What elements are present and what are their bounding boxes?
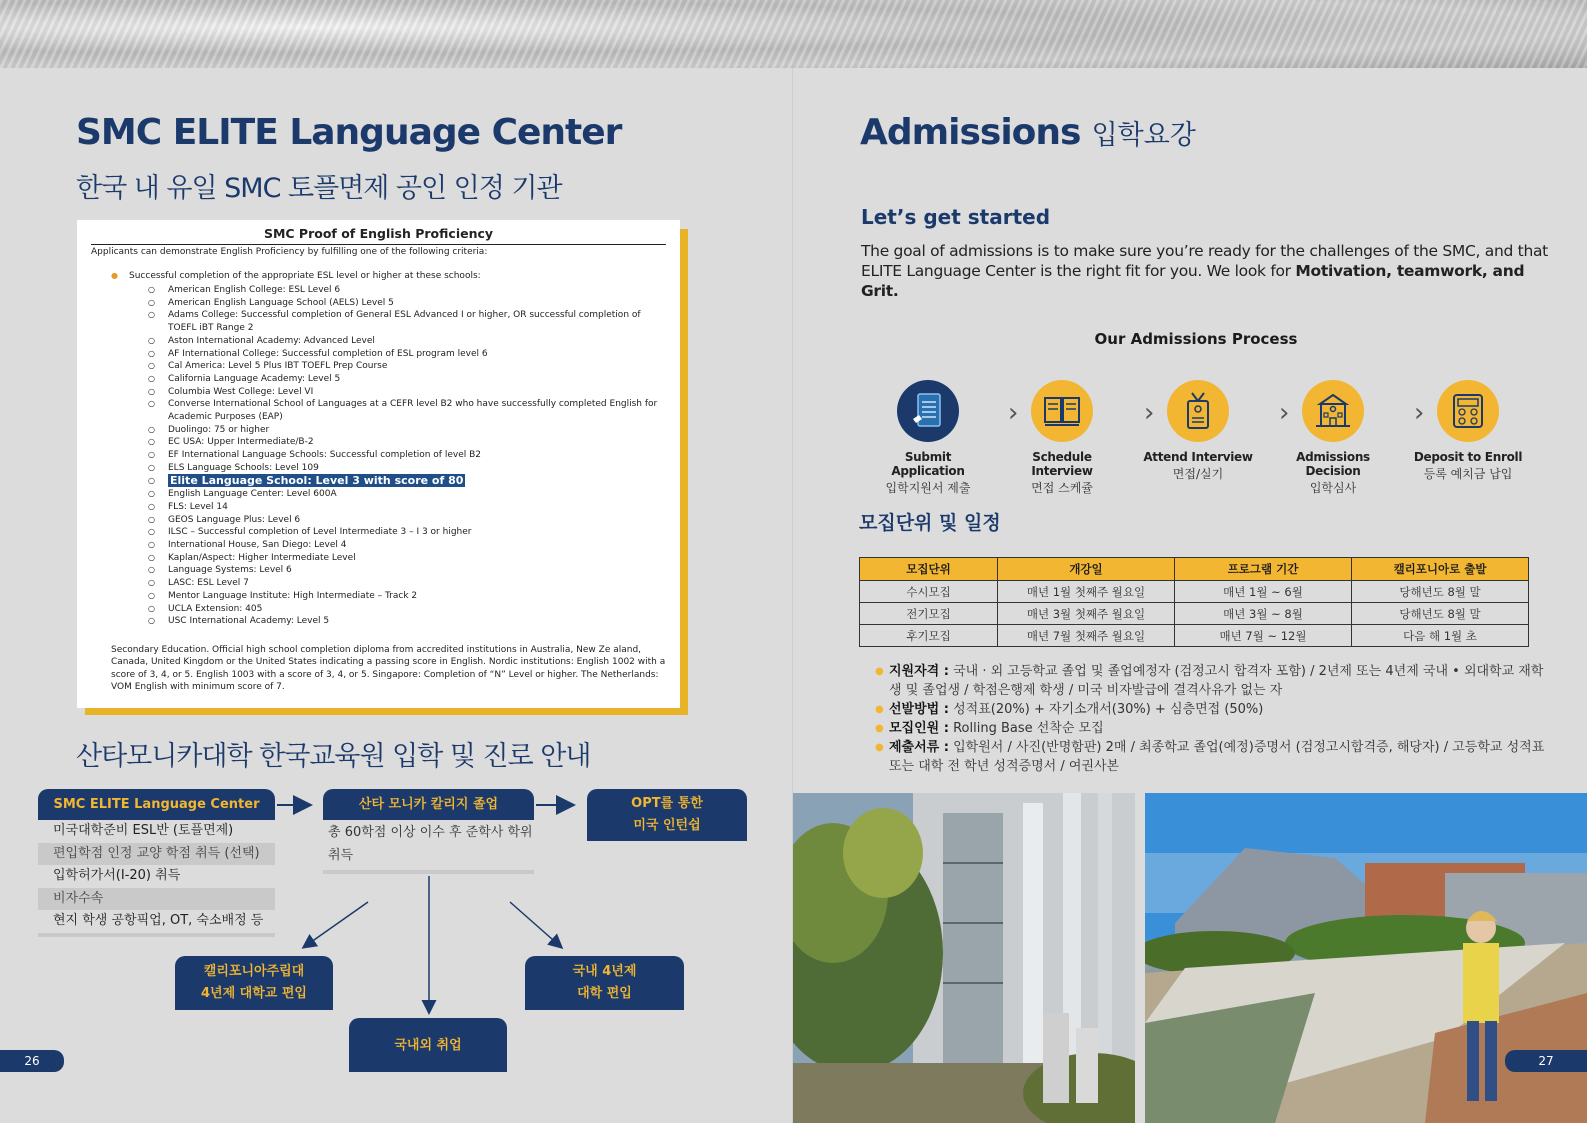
list-item: 현지 학생 공항픽업, OT, 숙소배정 등 <box>53 913 264 929</box>
arrow-to-uc <box>304 902 368 947</box>
uc-line-2: 4년제 대학교 편입 <box>200 986 307 1001</box>
list-item: ○ Language Systems: Level 6 <box>148 564 666 577</box>
list-item: ○ Aston International Academy: Advanced Level <box>148 335 666 348</box>
campus-courtyard-photo <box>1145 793 1587 1123</box>
requirements-list <box>875 662 1555 776</box>
list-item: ● 지원자격 : 국내 · 외 고등학교 졸업 및 졸업예정자 (검정고시 합격자 포함) / 2년제 또는 4년제 국내 • 외대학교 재학생 및 졸업생 / 학점은행제 학생 / 미국 비자발급에 결격사유가 없는 자 <box>875 662 1555 700</box>
step-label-en: Submit Application <box>891 450 965 478</box>
chevron-right-icon: › <box>1144 398 1155 428</box>
list-item: ○ Adams College: Successful completion of General ESL Advanced I or higher, OR successful completion of TOEFL iBT Range 2 <box>148 309 666 334</box>
document-icon <box>897 380 959 442</box>
step-label-ko: 면접/실기 <box>1172 467 1224 481</box>
step-label-en: Schedule Interview <box>1031 450 1093 478</box>
table-cell: 당해년도 8월 말 <box>1352 603 1529 625</box>
admissions-title <box>860 112 1196 153</box>
list-item: ● 제출서류 : 입학원서 / 사진(반명함판) 2매 / 최종학교 졸업(예정)증명서 (검정고시합격증, 해당자) / 고등학교 성적표 또는 대학 전 학년 성적증명서 / 여권사본 <box>875 738 1555 776</box>
admissions-process-steps <box>868 380 1548 495</box>
list-item: ○ American English Language School (AELS) Level 5 <box>148 297 666 310</box>
list-item: 미국대학준비 ESL반 (토플면제) <box>53 823 234 838</box>
employment-tag: 국내외 취업 <box>349 1018 507 1072</box>
table-cell: 후기모집 <box>860 625 998 647</box>
chevron-right-icon: › <box>1414 398 1425 428</box>
list-item: ○ EC USA: Upper Intermediate/B-2 <box>148 436 666 449</box>
list-item: ○ English Language Center: Level 600A <box>148 488 666 501</box>
list-item: ○ GEOS Language Plus: Level 6 <box>148 514 666 527</box>
step-label-ko: 입학지원서 제출 <box>885 481 971 495</box>
opt-line-2: 미국 인턴쉽 <box>633 818 701 833</box>
schedule-table <box>859 557 1529 647</box>
table-cell: 전기모집 <box>860 603 998 625</box>
calendar-book-icon <box>1031 380 1093 442</box>
opt-line-1: OPT를 통한 <box>631 796 703 811</box>
id-badge-icon <box>1167 380 1229 442</box>
lead-plain: The goal of admissions is to make sure you’re ready for the challenges of the SMC, and that ELITE Language Center is the right fit for you. We look for <box>861 242 1548 280</box>
table-cell: 매년 7월 ~ 12월 <box>1175 625 1352 647</box>
step-label-ko: 입학심사 <box>1309 481 1357 495</box>
kr-line-1: 국내 4년제 <box>572 964 637 979</box>
list-item: ○ ILSC – Successful completion of Level Intermediate 3 – I 3 or higher <box>148 526 666 539</box>
table-header: 프로그램 기간 <box>1175 558 1352 581</box>
table-cell: 매년 3월 첫째주 월요일 <box>998 603 1175 625</box>
list-item: ○ Mentor Language Institute: High Intermediate – Track 2 <box>148 590 666 603</box>
page-title: SMC ELITE Language Center <box>76 112 622 153</box>
table-cell: 매년 7월 첫째주 월요일 <box>998 625 1175 647</box>
arrow-to-korea <box>510 902 561 947</box>
step-attend-interview <box>1138 380 1258 482</box>
list-item: ○ California Language Academy: Level 5 <box>148 373 666 386</box>
uc-line-1: 캘리포니아주립대 <box>203 964 305 979</box>
list-item: ○ International House, San Diego: Level 4 <box>148 539 666 552</box>
schedule-title: 모집단위 및 일정 <box>859 512 1001 534</box>
chevron-right-icon: › <box>1008 398 1019 428</box>
process-title: Our Admissions Process <box>1094 330 1298 348</box>
secondary-education-note: Secondary Education. Official high school completion diploma from accredited institutions in Australia, New Ze aland, Canada, United Kingdom or the United States indicating a passing score in English. Nordic institutions: English 1002 with a score of 3, 4, or 5. English 1003 with a score of 3, 4, or 5. Singapore: Completion of “N” Level or higher. The Netherlands: VOM English with minimum score of 7. <box>111 644 666 693</box>
list-item: ○ Kaplan/Aspect: Higher Intermediate Level <box>148 552 666 565</box>
list-item: ● 선발방법 : 성적표(20%) + 자기소개서(30%) + 심층면접 (50%) <box>875 700 1555 719</box>
table-header: 모집단위 <box>860 558 998 581</box>
proof-bullet: ● Successful completion of the appropriate ESL level or higher at these schools: <box>111 271 666 281</box>
list-item: ○ ELS Language Schools: Level 109 <box>148 462 666 475</box>
admissions-title-ko: 입학요강 <box>1091 120 1196 151</box>
step-label-ko: 등록 예치금 납입 <box>1423 467 1513 481</box>
guide-title: 산타모니카대학 한국교육원 입학 및 진로 안내 <box>76 741 591 772</box>
graduate-text: 총 60학점 이상 이수 후 준학사 학위 취득 <box>328 825 533 863</box>
flow-arrows <box>0 68 793 1123</box>
left-page <box>0 68 793 1123</box>
admissions-title-en: Admissions <box>860 112 1081 153</box>
list-item: ○ American English College: ESL Level 6 <box>148 284 666 297</box>
list-item: ○ Cal America: Level 5 Plus IBT TOEFL Prep Course <box>148 360 666 373</box>
table-cell: 매년 1월 첫째주 월요일 <box>998 581 1175 603</box>
table-row <box>860 625 1529 647</box>
table-cell: 수시모집 <box>860 581 998 603</box>
admissions-lead-text <box>861 241 1561 301</box>
proof-intro: Applicants can demonstrate English Proficiency by fulfilling one of the following criteria: <box>91 247 488 257</box>
table-row <box>860 581 1529 603</box>
right-page <box>793 68 1587 1123</box>
table-cell: 다음 해 1월 초 <box>1352 625 1529 647</box>
graduate-tag: 산타 모니카 칼리지 졸업 <box>323 789 534 820</box>
list-item: ○ Converse International School of Languages at a CEFR level B2 who have successfully completed English for Academic Purposes (EAP) <box>148 398 666 423</box>
calculator-icon <box>1437 380 1499 442</box>
list-item: ○ FLS: Level 14 <box>148 501 666 514</box>
list-item: 비자수속 <box>38 888 275 911</box>
lead-bold: Motivation, teamwork, and Grit. <box>861 262 1525 300</box>
page-number: 27 <box>1505 1050 1587 1072</box>
list-item: ○ LASC: ESL Level 7 <box>148 577 666 590</box>
table-row <box>860 603 1529 625</box>
chevron-right-icon: › <box>1279 398 1290 428</box>
campus-building-photo <box>793 793 1135 1123</box>
step-label-en: Admissions Decision <box>1296 450 1370 478</box>
page-subtitle: 한국 내 유일 SMC 토플면제 공인 인정 기관 <box>76 173 562 204</box>
table-header: 개강일 <box>998 558 1175 581</box>
proof-heading: SMC Proof of English Proficiency <box>91 226 666 245</box>
kr-line-2: 대학 편입 <box>577 986 632 1001</box>
page-number: 26 <box>0 1050 64 1072</box>
list-item: 편입학점 인정 교양 학점 취득 (선택) <box>38 843 275 866</box>
table-cell: 매년 3월 ~ 8월 <box>1175 603 1352 625</box>
list-item: ○ Duolingo: 75 or higher <box>148 424 666 437</box>
table-cell: 매년 1월 ~ 6월 <box>1175 581 1352 603</box>
list-item: 입학허가서(I-20) 취득 <box>53 868 181 884</box>
step-label-ko: 면접 스케쥴 <box>1031 481 1093 495</box>
step-admissions-decision <box>1273 380 1393 496</box>
list-item: ○ USC International Academy: Level 5 <box>148 615 666 628</box>
step-deposit-to-enroll <box>1408 380 1528 482</box>
list-item: ● 모집인원 : Rolling Base 선착순 모집 <box>875 719 1555 738</box>
table-header: 캘리포니아로 출발 <box>1352 558 1529 581</box>
school-building-icon <box>1302 380 1364 442</box>
top-texture-banner <box>0 0 1587 68</box>
step-submit-application <box>868 380 988 496</box>
list-item: ○ Columbia West College: Level VI <box>148 386 666 399</box>
lets-get-started: Let’s get started <box>861 205 1051 229</box>
list-item: ○ EF International Language Schools: Successful completion of level B2 <box>148 449 666 462</box>
step-label-en: Deposit to Enroll <box>1413 450 1523 464</box>
list-item: ○ UCLA Extension: 405 <box>148 603 666 616</box>
elite-center-tag: SMC ELITE Language Center <box>38 789 275 820</box>
step-label-en: Attend Interview <box>1143 450 1253 464</box>
list-item: ○ AF International College: Successful completion of ESL program level 6 <box>148 348 666 361</box>
table-cell: 당해년도 8월 말 <box>1352 581 1529 603</box>
list-item-highlighted: ○ Elite Language School: Level 3 with score of 80 <box>148 475 666 489</box>
table-header-row <box>860 558 1529 581</box>
step-schedule-interview <box>1002 380 1122 496</box>
